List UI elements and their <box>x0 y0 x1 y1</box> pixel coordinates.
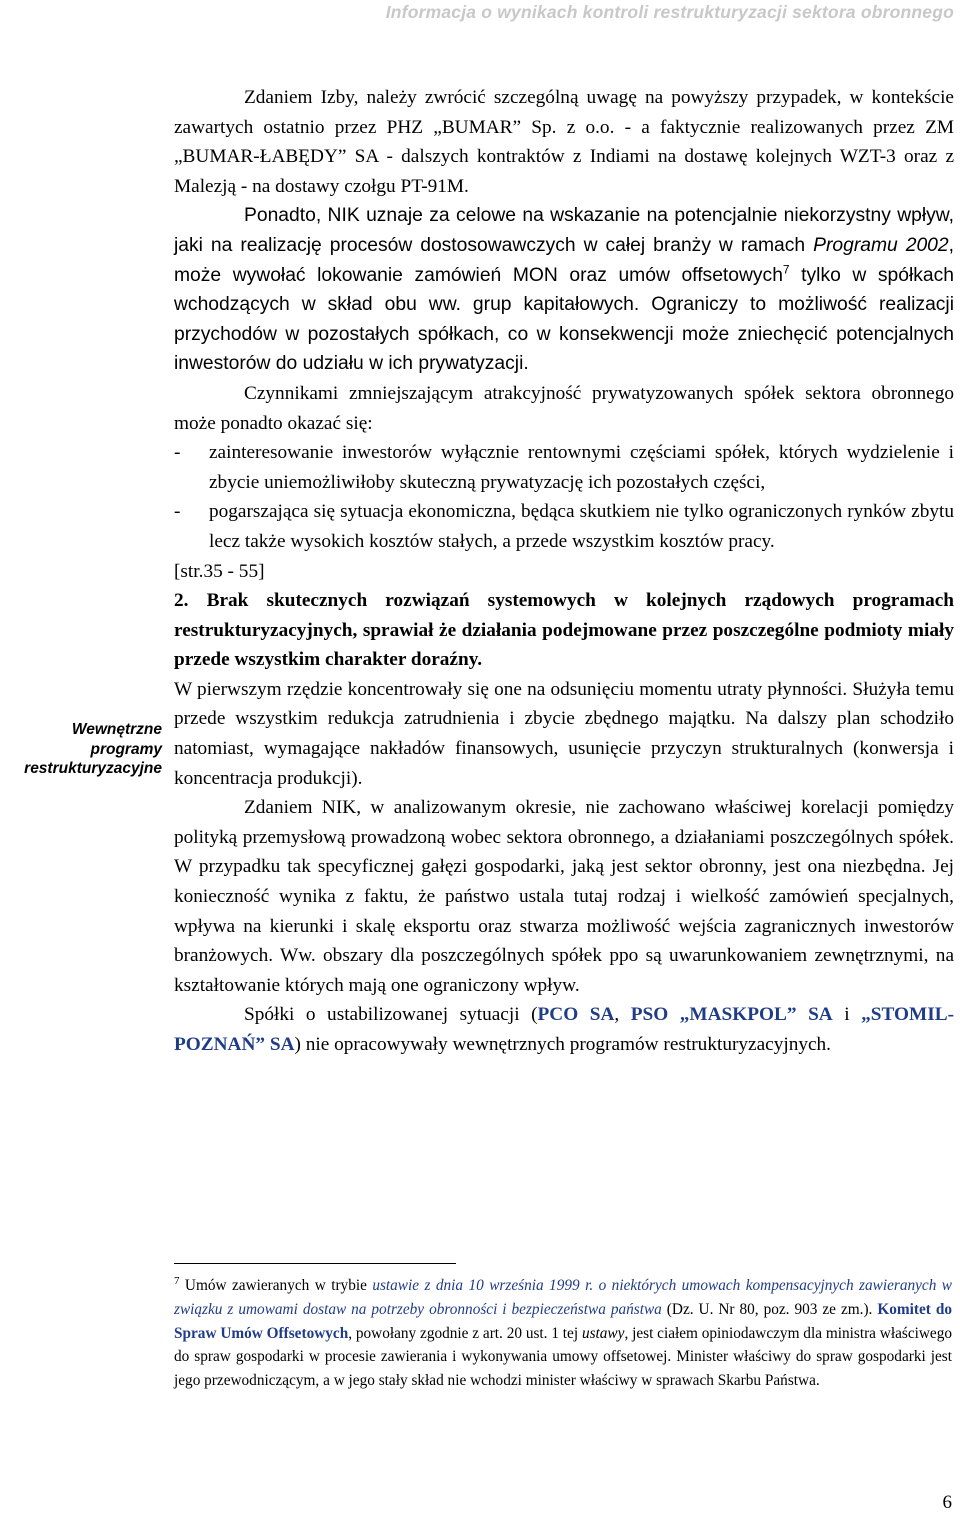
footnote-divider <box>174 1263 456 1264</box>
paragraph-stable-companies <box>174 1000 954 1059</box>
footnote-number: 7 <box>174 1274 180 1287</box>
list-item-text: pogarszająca się sytuacja ekonomiczna, będąca skutkiem nie tylko ograniczonych rynków zbytu lecz także wysokich kosztów stałych, a przede wszystkim kosztów pracy. <box>209 501 954 552</box>
footnote-italic: ustawy <box>581 1324 625 1342</box>
act-link[interactable]: ustawie z dnia 10 września 1999 r. o niektórych umowach kompensacyjnych zawieranych w związku z umowami dostaw na potrzeby obronności i bezpieczeństwa państwa <box>174 1277 952 1318</box>
list-item <box>174 438 954 497</box>
paragraph-correlation: Zdaniem NIK, w analizowanym okresie, nie zachowano właściwej korelacji pomiędzy polityką przemysłową prowadzoną wobec sektora obronnego, a działaniami poszczególnych spółek. W przypadku tak specyficznej gałęzi gospodarki, jaką jest sektor obronny, jest ona niezbędna. Jej konieczność wynika z faktu, że państwo ustala tutaj rodzaj i wielkość zamówień specjalnych, wpływa na kierunki i skalę eksportu oraz stwarza możliwość wejścia zagranicznych inwestorów branżowych. Ww. obszary dla poszczególnych spółek ppo są uwarunkowaniem zewnętrznymi, na kształtowanie których mają one ograniczony wpływ. <box>174 797 954 996</box>
conjunction: i <box>832 1004 862 1026</box>
paragraph-text: Ponadto, NIK uznaje za celowe na wskazanie na potencjalnie niekorzystny wpływ, jaki na realizację procesów dostosowawczych w całej branży w ramach <box>174 205 954 256</box>
paragraph-nik-offset <box>174 201 954 379</box>
paragraph-text: ) nie opracowywały wewnętrznych programów restrukturyzacyjnych. <box>294 1034 831 1055</box>
footnote-text: , jest ciałem opiniodawczym dla ministra właściwego do spraw gospodarki w procesie zawierania i wykonywania umowy offsetowej. Minister właściwy do spraw gospodarki jest jego przewodniczącym, a w jego stały skład nie wchodzi minister właściwy w sprawach Skarbu Państwa. <box>174 1324 952 1390</box>
running-header: Informacja o wynikach kontroli restrukturyzacji sektora obronnego <box>385 2 954 22</box>
program-2002-italic: Programu 2002 <box>813 234 949 256</box>
footnote-ref[interactable]: 7 <box>782 262 790 277</box>
footnote <box>174 1274 952 1393</box>
margin-note-line: Wewnętrzne <box>71 721 162 738</box>
paragraph-text: Spółki o ustabilizowanej sytuacji ( <box>244 1004 538 1026</box>
footnote-text: , powołany zgodnie z art. 20 ust. 1 tej <box>348 1324 582 1342</box>
paragraph-text: , może wywołać lokowanie zamówień MON oraz umów offsetowych <box>174 234 954 286</box>
stomil-link[interactable]: „STOMIL-POZNAŃ” SA <box>174 1004 955 1055</box>
footnote-text: (Dz. U. Nr 80, poz. 903 ze zm.). <box>661 1300 878 1318</box>
pso-maskpol-link[interactable]: PSO „MASKPOL” SA <box>630 1004 833 1026</box>
page-reference: [str.35 - 55] <box>174 560 265 582</box>
dash-bullet: - <box>174 501 181 523</box>
margin-note-line: restrukturyzacyjne <box>24 760 162 777</box>
list-item <box>174 497 954 556</box>
margin-note <box>0 720 162 779</box>
main-content <box>174 83 954 1060</box>
paragraph-text: tylko w spółkach wchodzących w skład obu ww. grup kapitałowych. Ograniczy to możliwość realizacji przychodów w pozostałych spółkach, co w konsekwencji może zniechęcić potencjalnych inwestorów do udziału w ich prywatyzacji. <box>174 264 954 375</box>
committee-link[interactable]: Komitet do Spraw Umów Offsetowych <box>174 1300 953 1342</box>
margin-note-line: programy <box>90 740 162 758</box>
dash-bullet: - <box>174 442 181 464</box>
footnote-text: Umów zawieranych w trybie <box>179 1277 373 1294</box>
separator: , <box>614 1004 631 1026</box>
pco-link[interactable]: PCO SA <box>537 1004 615 1026</box>
paragraph-liquidity: W pierwszym rzędzie koncentrowały się one na odsunięciu momentu utraty płynności. Służyła temu przede wszystkim redukcja zatrudnienia i zbycie zbędnego majątku. Na dalszy plan schodziło natomiast, wymagające nakładów finansowych, usunięcie przyczyn strukturalnych (konwersja i koncentracja produkcji). <box>174 678 954 789</box>
section-heading: 2. Brak skutecznych rozwiązań systemowych w kolejnych rządowych programach restrukturyzacyjnych, sprawiał że działania podejmowane przez poszczególne podmioty miały przede wszystkim charakter doraźny. <box>174 590 954 671</box>
list-item-text: zainteresowanie inwestorów wyłącznie rentownymi częściami spółek, których wydzielenie i zbycie uniemożliwiłoby skuteczną prywatyzację ich pozostałych części, <box>209 442 954 493</box>
page-number: 6 <box>942 1492 952 1513</box>
paragraph-factors: Czynnikami zmniejszającym atrakcyjność prywatyzowanych spółek sektora obronnego może ponadto okazać się: <box>174 382 954 434</box>
paragraph-bumar: Zdaniem Izby, należy zwrócić szczególną uwagę na powyższy przypadek, w kontekście zawartych ostatnio przez PHZ „BUMAR” Sp. z o.o. - a faktycznie realizowanych przez ZM „BUMAR-ŁABĘDY” SA - dalszych kontraktów z Indiami na dostawę kolejnych WZT-3 oraz z Malezją - na dostawy czołgu PT-91M. <box>174 87 954 197</box>
